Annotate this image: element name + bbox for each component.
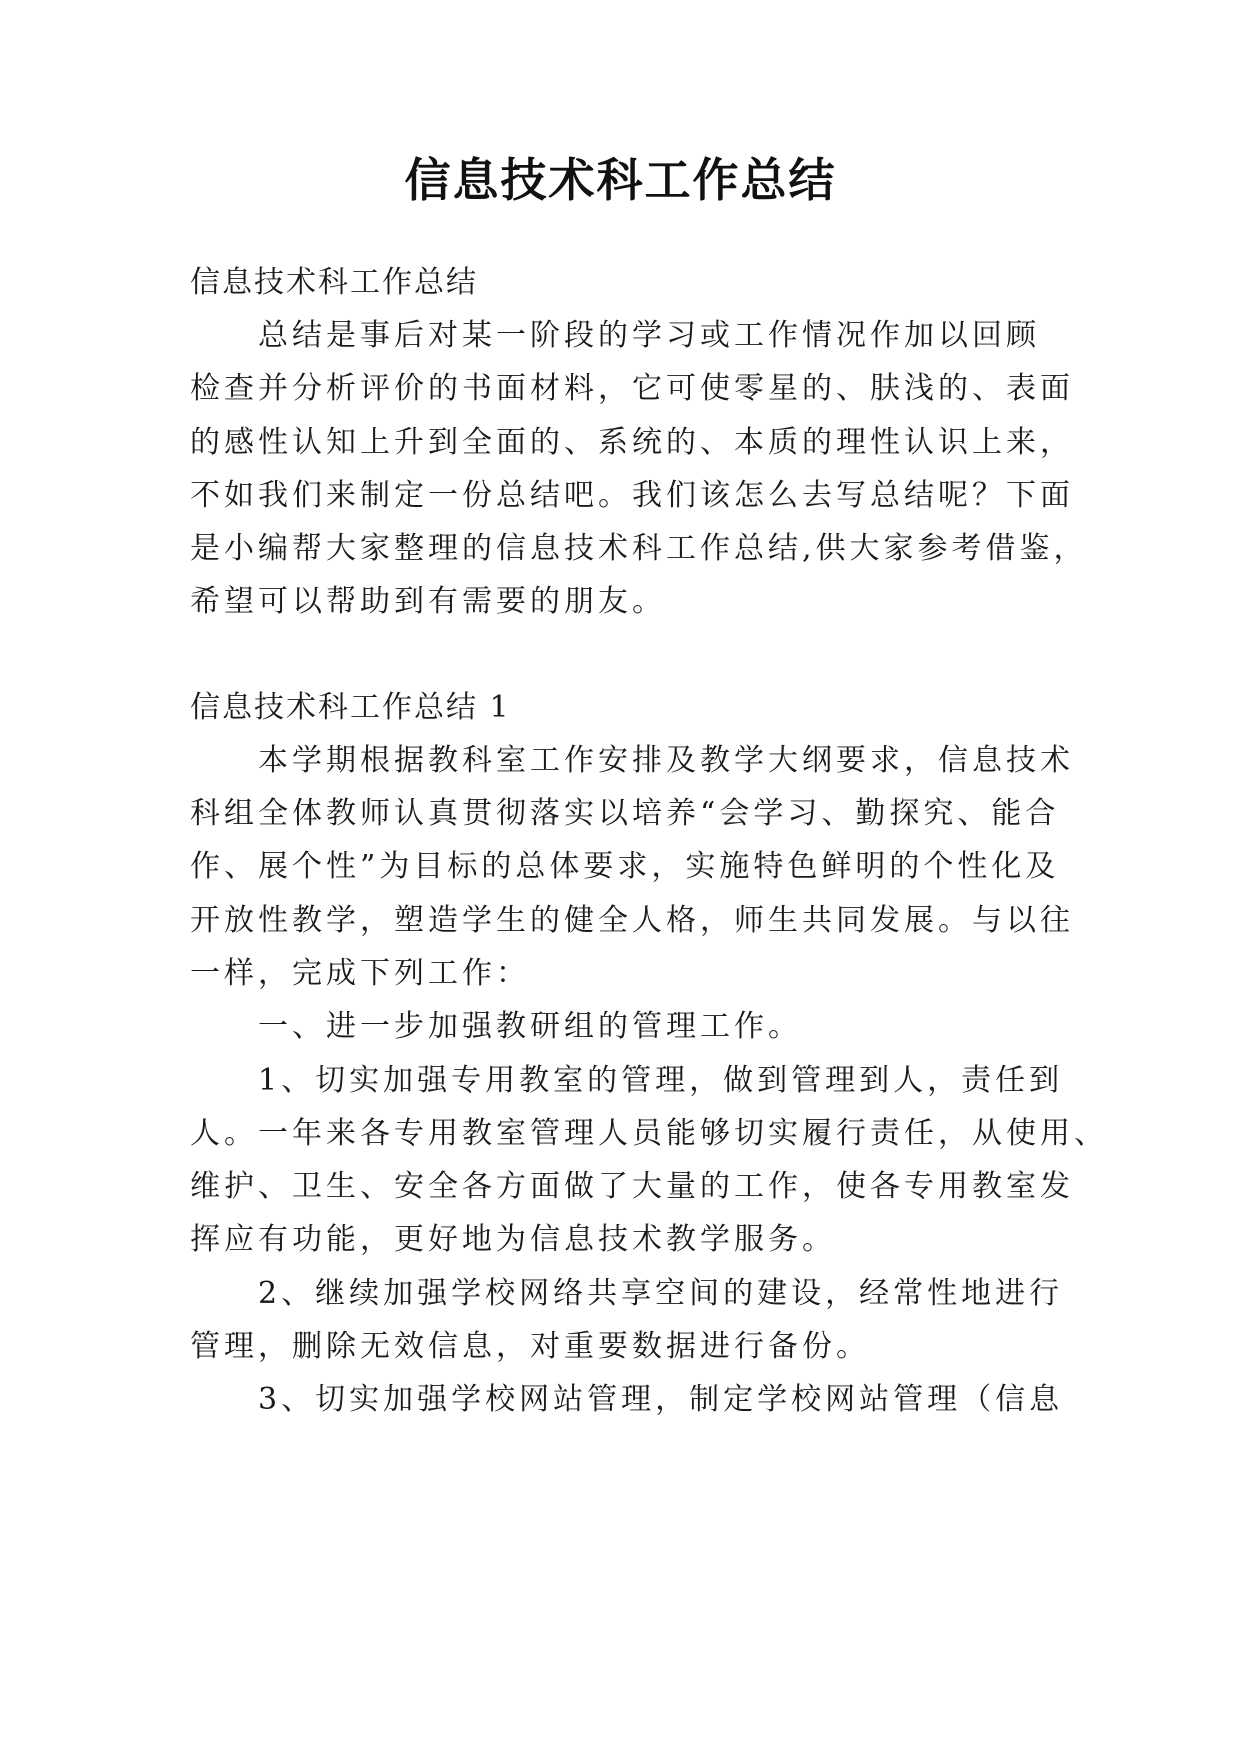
body-line: 总结是事后对某一阶段的学习或工作情况作加以回顾: [258, 318, 1040, 353]
body-line: 1、切实加强专用教室的管理，做到管理到人，责任到: [258, 1063, 1064, 1098]
body-line: 维护、卫生、安全各方面做了大量的工作，使各专用教室发: [190, 1169, 1074, 1204]
intro-heading: 信息技术科工作总结: [190, 265, 478, 300]
body-line: 本学期根据教科室工作安排及教学大纲要求，信息技术: [258, 743, 1074, 778]
body-line: 2、继续加强学校网络共享空间的建设，经常性地进行: [258, 1276, 1064, 1311]
body-line: 开放性教学，塑造学生的健全人格，师生共同发展。与以往: [190, 903, 1074, 938]
body-line: 3、切实加强学校网站管理，制定学校网站管理（信息: [258, 1382, 1064, 1417]
list-heading: 一、进一步加强教研组的管理工作。: [258, 1009, 802, 1044]
body-line: 管理，删除无效信息，对重要数据进行备份。: [190, 1329, 870, 1364]
body-line: 是小编帮大家整理的信息技术科工作总结,供大家参考借鉴，: [190, 531, 1088, 566]
body-line: 作、展个性”为目标的总体要求，实施特色鲜明的个性化及: [190, 849, 1060, 884]
document-title: 信息技术科工作总结: [404, 153, 837, 207]
body-line: 检查并分析评价的书面材料，它可使零星的、肤浅的、表面: [190, 371, 1074, 406]
body-line: 科组全体教师认真贯彻落实以培养“会学习、勤探究、能合: [190, 796, 1060, 831]
body-line: 一样，完成下列工作：: [190, 956, 530, 991]
body-line: 的感性认知上升到全面的、系统的、本质的理性认识上来，: [190, 425, 1074, 460]
section-heading: 信息技术科工作总结 1: [190, 690, 511, 725]
body-line: 希望可以帮助到有需要的朋友。: [190, 584, 666, 619]
body-line: 不如我们来制定一份总结吧。我们该怎么去写总结呢？下面: [190, 478, 1074, 513]
body-line: 人。一年来各专用教室管理人员能够切实履行责任，从使用、: [190, 1116, 1108, 1151]
body-line: 挥应有功能，更好地为信息技术教学服务。: [190, 1222, 836, 1257]
